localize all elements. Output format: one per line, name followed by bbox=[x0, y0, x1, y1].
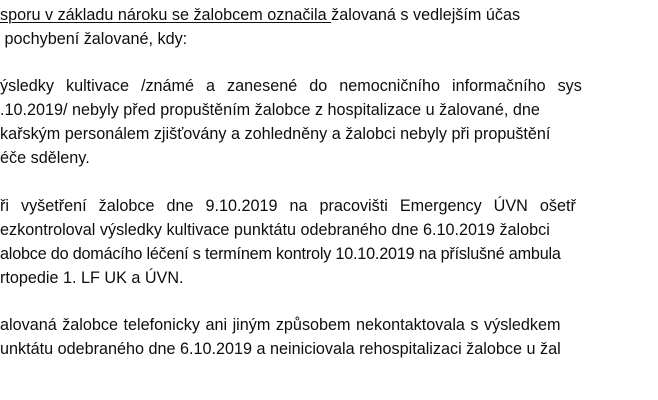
text-line-9: alobce do domácího léčení s termínem kontroly 10.10.2019 na příslušné ambula bbox=[0, 245, 561, 263]
text-line-7: ři vyšetření žalobce dne 9.10.2019 na pracovišti Emergency ÚVN ošetř bbox=[0, 197, 576, 215]
text-line-4: .10.2019/ nebyly před propuštěním žalobce z hospitalizace u žalované, dne bbox=[0, 101, 540, 119]
text-line-8: ezkontroloval výsledky kultivace punktátu odebraného dne 6.10.2019 žalobci bbox=[0, 221, 550, 239]
text-line-12: unktátu odebraného dne 6.10.2019 a neiniciovala rehospitalizaci žalobce u žal bbox=[0, 340, 561, 358]
text-line-2: pochybení žalované, kdy: bbox=[0, 30, 188, 48]
text-line-3: ýsledky kultivace /známé a zanesené do nemocničního informačního sys bbox=[0, 77, 582, 95]
text-line-5: kařským personálem zjišťovány a zohledněny a žalobci nebyly při propuštění bbox=[0, 125, 551, 143]
text-line-1 bbox=[0, 5, 520, 25]
text-line-10: rtopedie 1. LF UK a ÚVN. bbox=[0, 269, 184, 287]
text-line-11: alovaná žalobce telefonicky ani jiným způsobem nekontaktovala s výsledkem bbox=[0, 316, 561, 334]
underlined-text: sporu v základu nároku se žalobcem označila bbox=[0, 6, 332, 24]
text-continuation: žalovaná s vedlejším účas bbox=[331, 6, 521, 24]
text-line-6: éče sděleny. bbox=[0, 149, 90, 167]
